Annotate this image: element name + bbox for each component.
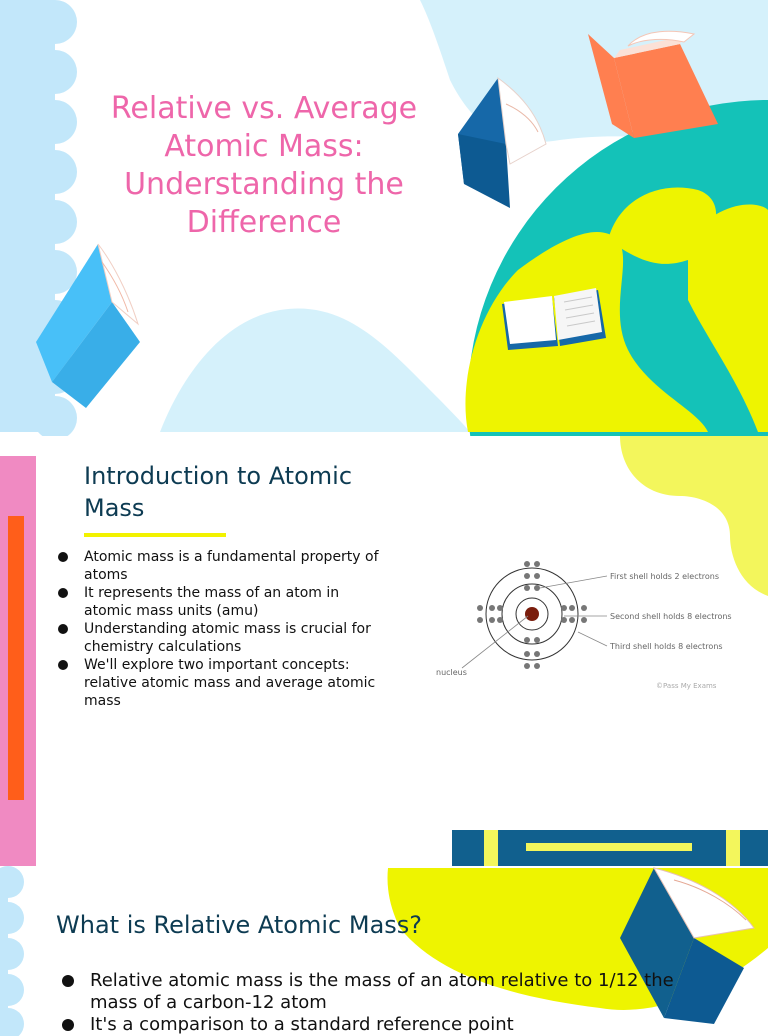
diagram-label-first-shell: First shell holds 2 electrons <box>610 572 719 581</box>
bullet-list <box>62 970 682 1036</box>
bullet-list <box>58 548 388 710</box>
diagram-label-nucleus: nucleus <box>436 668 467 677</box>
diagram-label-third-shell: Third shell holds 8 electrons <box>610 642 723 651</box>
list-item: Understanding atomic mass is crucial for chemistry calculations <box>58 620 388 656</box>
list-item: It's a comparison to a standard reference point <box>62 1014 682 1036</box>
diagram-credit: ©Pass My Exams <box>656 682 717 690</box>
book-icon <box>584 28 724 140</box>
list-item: Relative atomic mass is the mass of an atom relative to 1/12 the mass of a carbon-12 atom <box>62 970 682 1014</box>
list-item: It represents the mass of an atom in atomic mass units (amu) <box>58 584 388 620</box>
book-icon <box>32 242 144 410</box>
diagram-label-second-shell: Second shell holds 8 electrons <box>610 612 732 621</box>
slide-title-heading: Relative vs. Average Atomic Mass: Understanding the Difference <box>110 91 418 240</box>
list-item: We'll explore two important concepts: relative atomic mass and average atomic mass <box>58 656 388 710</box>
heading-underline <box>84 533 226 537</box>
book-icon <box>450 74 550 210</box>
slide-introduction-heading: Introduction to Atomic Mass <box>84 462 353 522</box>
slide-title <box>0 0 768 432</box>
book-icon <box>498 290 608 352</box>
list-item: Atomic mass is a fundamental property of atoms <box>58 548 388 584</box>
slide-relative-heading: What is Relative Atomic Mass? <box>56 911 423 939</box>
atom-diagram-icon <box>432 546 732 696</box>
